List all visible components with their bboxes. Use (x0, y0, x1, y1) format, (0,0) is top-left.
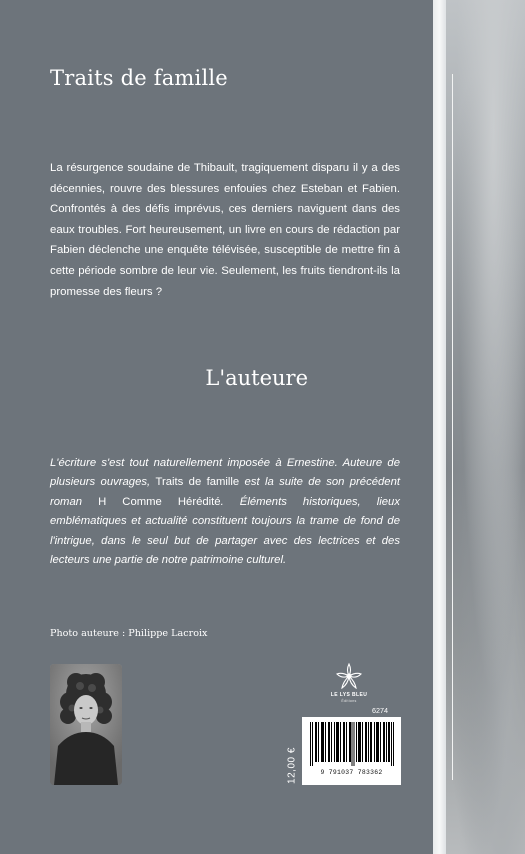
synopsis-text: La résurgence soudaine de Thibault, tragiquement disparu il y a des décennies, rouvre des blessures enfouies chez Esteban et Fabien. Confrontés à des défis imprévus, ces derniers naviguent dans des eaux troubles. Fort heureusement, un livre en cours de rédaction par Fabien déclenche une enquête télévisée, susceptible de mettre fin à cette période sombre de leur vie. Seulement, les fruits tiendront-ils la promesse des fleurs ? (50, 162, 400, 298)
author-portrait-image (50, 664, 122, 785)
book-title: Traits de famille (50, 66, 228, 90)
author-heading: L'auteure (205, 366, 308, 390)
photo-credit: Photo auteure : Philippe Lacroix (50, 628, 208, 639)
price-label: 12,00 € (286, 747, 298, 784)
front-cover-border-line (452, 74, 453, 780)
barcode-bars (310, 722, 394, 766)
publisher-name: LE LYS BLEU (330, 692, 368, 698)
author-bio-previous-title: H Comme Hérédité (98, 495, 221, 508)
author-bio-part1: L'écriture s'est tout naturellement imposée à Ernestine. Auteure de plusieurs ouvrages, (50, 457, 400, 489)
author-portrait (50, 664, 122, 785)
author-bio-part5: . Éléments historiques, lieux emblématiques et actualité constituent toujours la trame de fond de l'intrigue, dans le seul but de partager avec des lectrices et des lecteurs une partie de notre patrimoine culturel. (50, 495, 400, 567)
barcode (302, 717, 401, 785)
author-bio-book-title: Traits de famille (155, 476, 240, 489)
publisher-subtitle: Éditions (341, 699, 357, 703)
front-cover-edge (446, 0, 525, 854)
spine (433, 0, 446, 854)
barcode-digits: 9 791037 783362 (320, 769, 383, 776)
author-bio (50, 454, 400, 570)
reference-number: 6274 (372, 706, 388, 715)
author-bio-part3: est la suite de son précédent roman (50, 476, 400, 508)
